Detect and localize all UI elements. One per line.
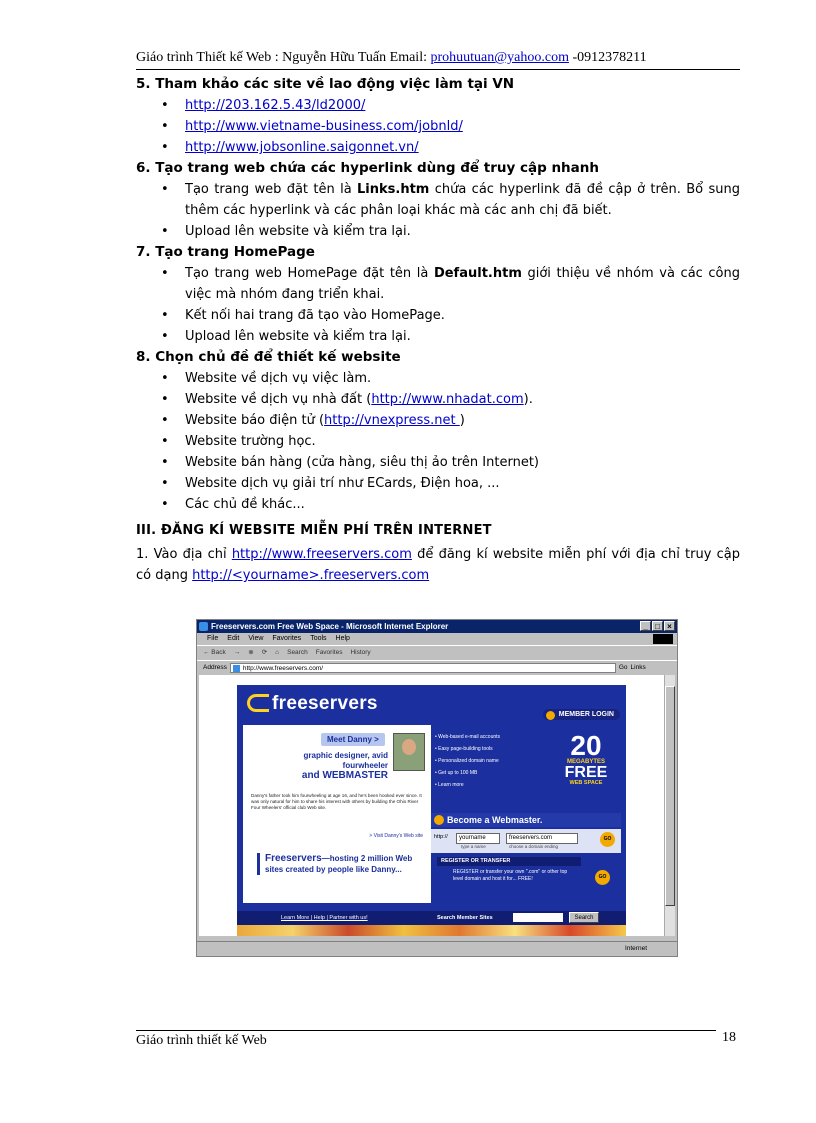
address-label: Address: [203, 664, 227, 671]
home-button[interactable]: ⌂: [275, 649, 280, 656]
item-text: Website về dịch vụ nhà đất (: [185, 392, 372, 407]
refresh-button[interactable]: ⟳: [261, 649, 268, 656]
list-item: • Website trường học.: [136, 431, 740, 452]
section5-title: 5. Tham khảo các site về lao động việc làm tại VN: [136, 76, 515, 92]
section7-title: 7. Tạo trang HomePage: [136, 244, 315, 260]
learn-more-link[interactable]: • Learn more: [435, 779, 545, 791]
item-text: Tạo trang web đặt tên là: [185, 182, 358, 197]
status-zone: Internet: [624, 945, 647, 952]
search-button[interactable]: Search: [287, 649, 308, 656]
list-item: [136, 263, 740, 305]
menu-tools[interactable]: Tools: [310, 635, 327, 642]
logo-text: freeservers: [272, 693, 378, 714]
member-login-button[interactable]: MEMBER LOGIN: [543, 709, 620, 720]
feature-item: • Personalized domain name: [435, 755, 545, 767]
forward-button[interactable]: →: [233, 649, 241, 656]
footer-links[interactable]: Learn More | Help | Partner with us!: [281, 915, 368, 921]
section6-title: 6. Tạo trang web chứa các hyperlink dùng để truy cập nhanh: [136, 160, 600, 176]
freeservers-logo[interactable]: [247, 693, 378, 715]
danny-tagline: [263, 751, 388, 781]
feature-list: [435, 731, 545, 791]
list-item: [136, 137, 740, 158]
hosting-brand: Freeservers: [265, 853, 322, 864]
list-item: • Upload lên website và kiểm tra lại.: [136, 221, 740, 242]
menu-view[interactable]: View: [248, 635, 264, 642]
history-button[interactable]: History: [350, 649, 371, 656]
favorites-button[interactable]: Favorites: [315, 649, 343, 656]
section8-title: 8. Chọn chủ đề để thiết kế website: [136, 349, 401, 365]
list-item: [136, 389, 740, 410]
hosting-text: —hosting 2 million Web sites created by people like Danny...: [265, 854, 413, 874]
stop-button[interactable]: ⊗: [248, 649, 254, 656]
item-text: ).: [523, 392, 533, 407]
link-nhadat[interactable]: http://www.nhadat.com: [371, 392, 524, 407]
freeservers-page: [237, 685, 626, 936]
signup-form: [431, 829, 621, 853]
menu-bar: [197, 633, 677, 645]
hosting-tagline: [257, 853, 425, 875]
list-item: [136, 95, 740, 116]
type-name-hint: type a name: [461, 844, 486, 849]
danny-feature: [243, 725, 431, 903]
http-prefix: http://: [434, 834, 448, 840]
list-item: • Website về dịch vụ việc làm.: [136, 368, 740, 389]
section6-list: [136, 179, 740, 242]
search-members-label: Search Member Sites: [437, 915, 493, 921]
address-bar: [197, 660, 677, 675]
register-heading: REGISTER OR TRANSFER: [437, 857, 581, 866]
list-item: • Website dịch vụ giải trí như ECards, Điện hoa, ...: [136, 473, 740, 494]
link-ld2000[interactable]: http://203.162.5.43/ld2000/: [185, 98, 366, 113]
decorative-strip: [237, 925, 626, 936]
list-item: [136, 116, 740, 137]
para-text: để đăng kí website miễn phí với địa chỉ truy cập có dạng: [136, 547, 740, 583]
browser-screenshot: [196, 619, 678, 957]
visit-danny-link[interactable]: > Visit Danny's Web site: [369, 833, 423, 839]
header-text: Giáo trình Thiết kế Web : Nguyễn Hữu Tuấn Email:: [136, 50, 431, 65]
feature-item: • Easy page-building tools: [435, 743, 545, 755]
choose-domain-hint: choose a domain ending: [509, 844, 559, 849]
free-label: FREE: [564, 764, 608, 781]
address-input[interactable]: http://www.freeservers.com/: [230, 663, 616, 673]
item-text: Website báo điện tử (: [185, 413, 325, 428]
domain-select[interactable]: freeservers.com: [506, 833, 578, 844]
item-bold: Links.htm: [357, 182, 430, 197]
minimize-icon[interactable]: _: [640, 621, 651, 631]
item-text: ): [459, 413, 465, 428]
item-bold: Default.htm: [433, 266, 522, 281]
menu-edit[interactable]: Edit: [227, 635, 240, 642]
windows-logo-icon: [653, 634, 673, 644]
ie-icon: [199, 622, 208, 631]
freeservers-logo-icon: [247, 694, 269, 712]
member-search-input[interactable]: [513, 913, 563, 922]
link-yourname-freeservers[interactable]: http://<yourname>.freeservers.com: [192, 568, 430, 583]
megabytes-label: MEGABYTES: [566, 759, 605, 765]
list-item: • Upload lên website và kiểm tra lại.: [136, 326, 740, 347]
megabytes-number: 20: [570, 730, 602, 761]
member-search-button[interactable]: Search: [569, 912, 599, 923]
list-item: [136, 410, 740, 431]
link-vnexpress[interactable]: http://vnexpress.net: [324, 413, 460, 428]
web-space-label: WEB SPACE: [569, 780, 603, 786]
danny-photo: [393, 733, 425, 771]
menu-file[interactable]: File: [207, 635, 219, 642]
tagline-line1: graphic designer, avid fourwheeler: [303, 751, 388, 770]
danny-face-icon: [402, 739, 416, 755]
meet-danny-link[interactable]: Meet Danny >: [321, 733, 385, 746]
page-content: [136, 74, 740, 586]
menu-help[interactable]: Help: [335, 635, 350, 642]
section7-list: [136, 263, 740, 347]
header-email-link[interactable]: prohuutuan@yahoo.com: [430, 50, 569, 65]
footer-rule: [136, 1030, 716, 1031]
list-item: • Website bán hàng (cửa hàng, siêu thị ảo trên Internet): [136, 452, 740, 473]
page-header: [136, 50, 740, 66]
scrollbar-thumb[interactable]: [665, 686, 675, 906]
vertical-scrollbar[interactable]: [664, 675, 675, 936]
section5-list: [136, 95, 740, 158]
footer-title: Giáo trình thiết kế Web: [136, 1033, 267, 1048]
feature-item: • Get up to 100 MB: [435, 767, 545, 779]
links-button[interactable]: Links: [630, 664, 646, 671]
feature-item: • Web-based e-mail accounts: [435, 731, 545, 743]
danny-story: Danny's father took him fourwheeling at age 16, and he's been hooked ever since. It was only natural for him to share his interest with others by building the Ohio River Four Wheelers' official club Web site.: [251, 793, 422, 810]
free-space-badge: [556, 730, 616, 786]
section8-list: [136, 368, 740, 515]
browser-viewport: [199, 675, 665, 936]
list-item: [136, 179, 740, 221]
back-button[interactable]: ← Back: [203, 649, 226, 656]
register-go-button[interactable]: GO: [595, 870, 610, 885]
list-item: • Các chủ đề khác...: [136, 494, 740, 515]
item-text: chứa các hyperlink đã đề cập ở trên. Bổ sung thêm các hyperlink và các phân loại khác mà các anh chị đã biết.: [185, 182, 740, 218]
menu-favorites[interactable]: Favorites: [272, 635, 302, 642]
register-text: REGISTER or transfer your own ".com" or other top level domain and host it for... FREE!: [453, 869, 568, 882]
section3-paragraph: [136, 544, 740, 586]
tagline-line2: and WEBMASTER: [301, 770, 388, 781]
header-phone: -0912378211: [568, 50, 647, 65]
link-freeservers[interactable]: http://www.freeservers.com: [231, 547, 412, 562]
site-footer: [237, 911, 626, 925]
window-controls: [640, 621, 675, 631]
close-icon[interactable]: ×: [664, 621, 675, 631]
header-rule: [136, 69, 740, 70]
page-number: 18: [722, 1030, 736, 1045]
section3-title: III. ĐĂNG KÍ WEBSITE MIỄN PHÍ TRÊN INTERNET: [136, 523, 492, 538]
go-button[interactable]: Go: [618, 664, 628, 671]
become-webmaster-heading: Become a Webmaster.: [431, 813, 621, 827]
link-jobsonline[interactable]: http://www.jobsonline.saigonnet.vn/: [185, 140, 419, 155]
status-bar: [197, 941, 677, 956]
para-text: 1. Vào địa chỉ: [136, 547, 232, 562]
item-text: giới thiệu về nhóm và các công việc mà nhóm đang triển khai.: [185, 266, 740, 302]
link-vietname-business[interactable]: http://www.vietname-business.com/jobnld/: [185, 119, 463, 134]
maximize-icon[interactable]: □: [652, 621, 663, 631]
browser-toolbar: [197, 645, 677, 660]
item-text: Tạo trang web HomePage đặt tên là: [185, 266, 434, 281]
signup-go-button[interactable]: GO: [600, 832, 615, 847]
list-item: • Kết nối hai trang đã tạo vào HomePage.: [136, 305, 740, 326]
window-titlebar: [197, 620, 677, 633]
yourname-input[interactable]: yourname: [456, 833, 500, 844]
window-title: Freeservers.com Free Web Space - Microsoft Internet Explorer: [211, 622, 449, 631]
